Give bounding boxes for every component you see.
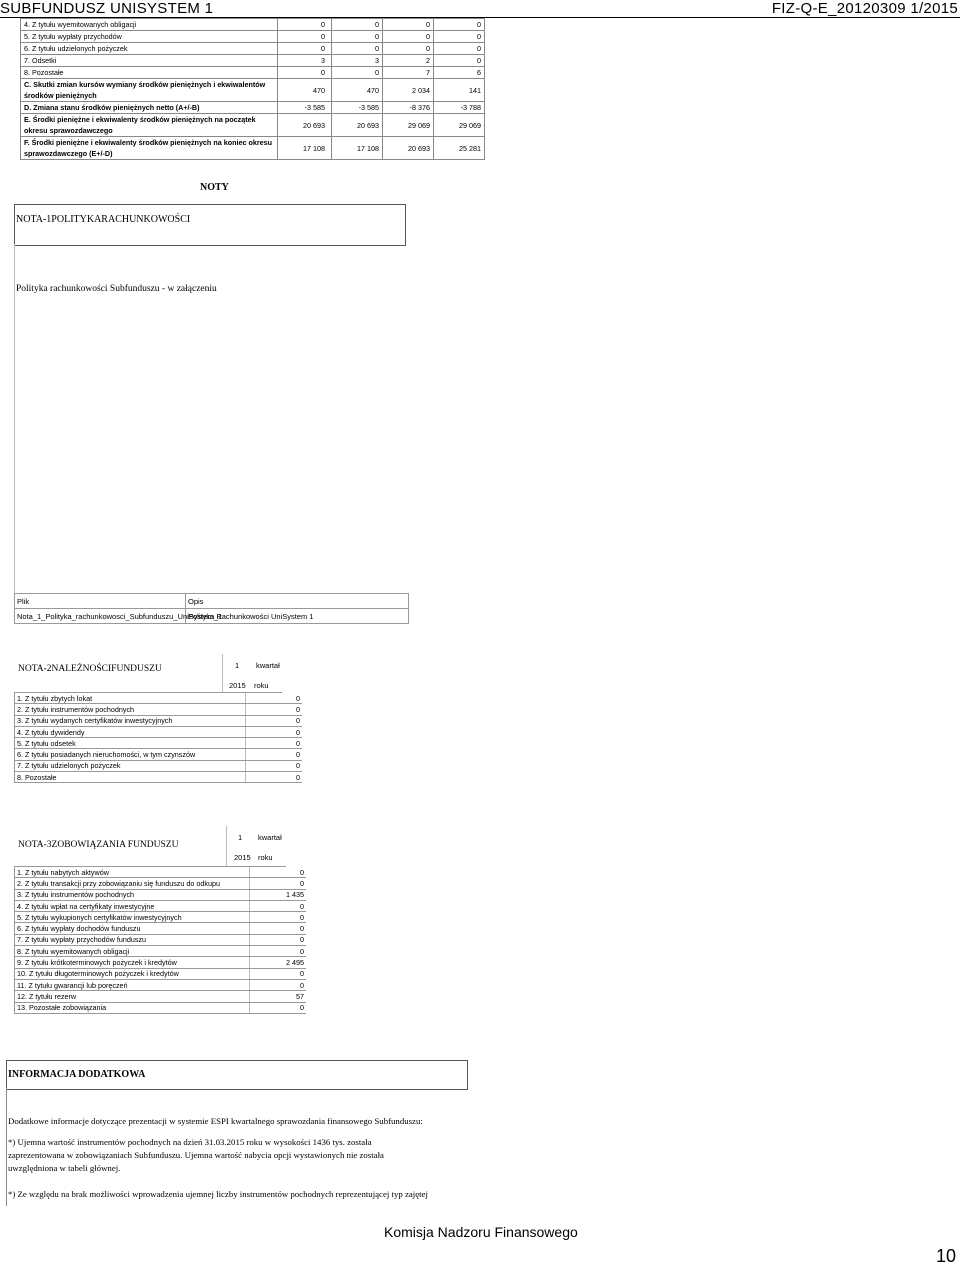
nota3-row bbox=[15, 900, 307, 911]
nota3-row-label: 11. Z tytułu gwarancji lub poręczeń bbox=[15, 979, 250, 990]
nota3-row-label: 12. Z tytułu rezerw bbox=[15, 991, 250, 1002]
cashflow-value: 29 069 bbox=[383, 114, 434, 137]
nota2-row-value: 0 bbox=[246, 693, 303, 704]
nota2-table bbox=[14, 693, 302, 783]
nota3-row-value: 1 435 bbox=[250, 889, 307, 900]
nota2-row-label: 5. Z tytułu odsetek bbox=[15, 738, 246, 749]
nota3-header-divider bbox=[226, 826, 227, 866]
info-title: INFORMACJA DODATKOWA bbox=[8, 1069, 146, 1080]
info-intro: Dodatkowe informacje dotyczące prezentacji w systemie ESPI kwartalnego sprawozdania finansowego Subfunduszu: bbox=[8, 1116, 423, 1126]
cashflow-value: 0 bbox=[278, 31, 332, 43]
cashflow-table bbox=[20, 18, 485, 160]
cashflow-value: 20 693 bbox=[332, 114, 383, 137]
nota2-row-value: 0 bbox=[246, 704, 303, 715]
cashflow-label: 6. Z tytułu udzielonych pożyczek bbox=[21, 43, 278, 55]
nota2-row-value: 0 bbox=[246, 715, 303, 726]
cashflow-value: 17 108 bbox=[332, 137, 383, 160]
nota3-row-value: 2 495 bbox=[250, 957, 307, 968]
nota3-row-label: 2. Z tytułu transakcji przy zobowiązaniu się funduszu do odkupu bbox=[15, 878, 250, 889]
nota3-row-value: 0 bbox=[250, 878, 307, 889]
nota3-row-label: 5. Z tytułu wykupionych certyfikatów inwestycyjnych bbox=[15, 912, 250, 923]
page-number: 10 bbox=[935, 1246, 956, 1266]
nota2-year: 2015 bbox=[229, 681, 246, 690]
cashflow-value: 2 bbox=[383, 55, 434, 67]
info-frame-line bbox=[6, 1088, 7, 1206]
cashflow-label: F. Środki pieniężne i ekwiwalenty środków pieniężnych na koniec okresu sprawozdawczego (E+/-D) bbox=[21, 137, 278, 160]
nota3-title: NOTA-3ZOBOWIĄZANIA FUNDUSZU bbox=[18, 840, 179, 850]
nota1-title: NOTA-1POLITYKARACHUNKOWOŚCI bbox=[16, 214, 191, 225]
cashflow-value: 0 bbox=[434, 19, 485, 31]
info-note1-line2: zaprezentowana w zobowiązaniach Subfunduszu. Ujemna wartość nabycia opcji wystawionych nie została bbox=[8, 1150, 384, 1160]
cashflow-value: 0 bbox=[278, 43, 332, 55]
nota3-row bbox=[15, 991, 307, 1002]
nota2-title: NOTA-2NALEŻNOŚCIFUNDUSZU bbox=[18, 664, 162, 674]
nota2-row bbox=[15, 772, 303, 783]
nota3-row bbox=[15, 934, 307, 945]
cashflow-value: 0 bbox=[383, 19, 434, 31]
nota3-period-num: 1 bbox=[238, 833, 243, 842]
nota3-row bbox=[15, 867, 307, 878]
cashflow-value: 470 bbox=[278, 79, 332, 102]
nota2-row-value: 0 bbox=[246, 772, 303, 783]
cashflow-row bbox=[21, 19, 485, 31]
nota2-row-value: 0 bbox=[246, 738, 303, 749]
notes-heading: NOTY bbox=[200, 182, 229, 193]
cashflow-row bbox=[21, 67, 485, 79]
nota2-period-word: kwartał bbox=[256, 661, 280, 670]
cashflow-value: 29 069 bbox=[434, 114, 485, 137]
nota3-row-value: 0 bbox=[250, 968, 307, 979]
cashflow-value: 3 bbox=[332, 55, 383, 67]
nota3-row bbox=[15, 1002, 307, 1013]
nota2-row-value: 0 bbox=[246, 749, 303, 760]
cashflow-value: 0 bbox=[332, 31, 383, 43]
nota3-row-label: 10. Z tytułu długoterminowych pożyczek i kredytów bbox=[15, 968, 250, 979]
cashflow-value: 0 bbox=[332, 67, 383, 79]
attachment-table bbox=[14, 593, 409, 624]
attachment-file-link[interactable]: Nota_1_Polityka_rachunkowosci_Subfunduszu_UniSystem_1 bbox=[15, 609, 186, 624]
nota3-row-value: 0 bbox=[250, 900, 307, 911]
cashflow-value: -8 376 bbox=[383, 102, 434, 114]
nota3-row-value: 0 bbox=[250, 923, 307, 934]
nota3-row-label: 7. Z tytułu wypłaty przychodów funduszu bbox=[15, 934, 250, 945]
nota2-row bbox=[15, 715, 303, 726]
nota1-title-box bbox=[14, 204, 406, 246]
cashflow-value: 7 bbox=[383, 67, 434, 79]
cashflow-row bbox=[21, 31, 485, 43]
cashflow-value: 25 281 bbox=[434, 137, 485, 160]
cashflow-value: 0 bbox=[383, 43, 434, 55]
nota3-row-value: 0 bbox=[250, 979, 307, 990]
cashflow-value: 470 bbox=[332, 79, 383, 102]
nota3-row bbox=[15, 878, 307, 889]
cashflow-value: 20 693 bbox=[383, 137, 434, 160]
nota2-row-label: 3. Z tytułu wydanych certyfikatów inwestycyjnych bbox=[15, 715, 246, 726]
info-note2-line1: *) Ze względu na brak możliwości wprowadzenia ujemnej liczby instrumentów pochodnych reprezentującej typ zajętej bbox=[8, 1189, 428, 1199]
nota3-row-label: 9. Z tytułu krótkoterminowych pożyczek i kredytów bbox=[15, 957, 250, 968]
nota2-row bbox=[15, 704, 303, 715]
nota2-period-num: 1 bbox=[235, 661, 240, 670]
nota2-row bbox=[15, 693, 303, 704]
attachment-desc-header: Opis bbox=[186, 594, 409, 609]
cashflow-value: 3 bbox=[278, 55, 332, 67]
cashflow-label: D. Zmiana stanu środków pieniężnych netto (A+/-B) bbox=[21, 102, 278, 114]
cashflow-row bbox=[21, 55, 485, 67]
cashflow-value: 0 bbox=[434, 55, 485, 67]
cashflow-row bbox=[21, 79, 485, 102]
nota3-row-label: 13. Pozostałe zobowiązania bbox=[15, 1002, 250, 1013]
cashflow-value: 6 bbox=[434, 67, 485, 79]
nota3-table bbox=[14, 867, 306, 1014]
cashflow-value: -3 788 bbox=[434, 102, 485, 114]
cashflow-value: 0 bbox=[383, 31, 434, 43]
nota2-row-label: 7. Z tytułu udzielonych pożyczek bbox=[15, 760, 246, 771]
nota3-row-label: 8. Z tytułu wyemitowanych obligacji bbox=[15, 946, 250, 957]
nota3-row-label: 4. Z tytułu wpłat na certyfikaty inwestycyjne bbox=[15, 900, 250, 911]
cashflow-value: 0 bbox=[434, 43, 485, 55]
nota3-row bbox=[15, 968, 307, 979]
nota3-row-value: 0 bbox=[250, 946, 307, 957]
header-fund-name: SUBFUNDUSZ UNISYSTEM 1 bbox=[0, 0, 214, 17]
nota2-header-divider bbox=[222, 654, 223, 692]
attachment-file-header: Plik bbox=[15, 594, 186, 609]
nota2-row bbox=[15, 738, 303, 749]
cashflow-label: 7. Odsetki bbox=[21, 55, 278, 67]
cashflow-value: 2 034 bbox=[383, 79, 434, 102]
cashflow-label: E. Środki pieniężne i ekwiwalenty środków pieniężnych na początek okresu sprawozdawczego bbox=[21, 114, 278, 137]
nota3-row-label: 3. Z tytułu instrumentów pochodnych bbox=[15, 889, 250, 900]
cashflow-value: -3 585 bbox=[332, 102, 383, 114]
nota2-row-label: 8. Pozostałe bbox=[15, 772, 246, 783]
nota2-row-value: 0 bbox=[246, 726, 303, 737]
cashflow-value: 17 108 bbox=[278, 137, 332, 160]
cashflow-value: 0 bbox=[332, 19, 383, 31]
cashflow-row bbox=[21, 102, 485, 114]
nota3-row-value: 0 bbox=[250, 912, 307, 923]
nota3-row-value: 0 bbox=[250, 1002, 307, 1013]
nota3-row bbox=[15, 946, 307, 957]
nota2-year-word: roku bbox=[254, 681, 269, 690]
nota2-row-value: 0 bbox=[246, 760, 303, 771]
nota3-row bbox=[15, 979, 307, 990]
nota3-row-label: 1. Z tytułu nabytych aktywów bbox=[15, 867, 250, 878]
cashflow-label: 8. Pozostałe bbox=[21, 67, 278, 79]
nota3-row bbox=[15, 889, 307, 900]
nota2-row-label: 1. Z tytułu zbytych lokat bbox=[15, 693, 246, 704]
nota2-row-label: 6. Z tytułu posiadanych nieruchomości, w tym czynszów bbox=[15, 749, 246, 760]
cashflow-value: 0 bbox=[278, 19, 332, 31]
nota3-row bbox=[15, 957, 307, 968]
nota3-row bbox=[15, 923, 307, 934]
nota3-period-word: kwartał bbox=[258, 833, 282, 842]
nota3-year: 2015 bbox=[234, 853, 251, 862]
cashflow-row bbox=[21, 137, 485, 160]
nota3-row-value: 57 bbox=[250, 991, 307, 1002]
nota3-row-label: 6. Z tytułu wypłaty dochodów funduszu bbox=[15, 923, 250, 934]
footer-org: Komisja Nadzoru Finansowego bbox=[384, 1224, 578, 1240]
cashflow-label: 5. Z tytułu wypłaty przychodów bbox=[21, 31, 278, 43]
nota3-row bbox=[15, 912, 307, 923]
nota1-frame-line bbox=[14, 244, 15, 594]
info-note1-line3: uwzględniona w tabeli głównej. bbox=[8, 1163, 121, 1173]
nota2-row bbox=[15, 760, 303, 771]
info-note1-line1: *) Ujemna wartość instrumentów pochodnych na dzień 31.03.2015 roku w wysokości 1436 tys. została bbox=[8, 1137, 372, 1147]
nota3-year-word: roku bbox=[258, 853, 273, 862]
nota2-row-label: 4. Z tytułu dywidendy bbox=[15, 726, 246, 737]
header-report-code: FIZ-Q-E_20120309 1/2015 bbox=[771, 0, 958, 17]
nota1-text: Polityka rachunkowości Subfunduszu - w załączeniu bbox=[16, 284, 217, 294]
cashflow-row bbox=[21, 114, 485, 137]
cashflow-row bbox=[21, 43, 485, 55]
cashflow-value: 0 bbox=[278, 67, 332, 79]
cashflow-value: 0 bbox=[332, 43, 383, 55]
cashflow-value: 0 bbox=[434, 31, 485, 43]
nota2-row bbox=[15, 749, 303, 760]
nota2-row-label: 2. Z tytułu instrumentów pochodnych bbox=[15, 704, 246, 715]
cashflow-label: C. Skutki zmian kursów wymiany środków pieniężnych i ekwiwalentów środków pieniężnych bbox=[21, 79, 278, 102]
cashflow-value: 20 693 bbox=[278, 114, 332, 137]
nota2-row bbox=[15, 726, 303, 737]
cashflow-value: 141 bbox=[434, 79, 485, 102]
cashflow-value: -3 585 bbox=[278, 102, 332, 114]
cashflow-label: 4. Z tytułu wyemitowanych obligacji bbox=[21, 19, 278, 31]
attachment-desc: Polityka Rachunkowości UniSystem 1 bbox=[186, 609, 409, 624]
nota3-row-value: 0 bbox=[250, 934, 307, 945]
nota3-row-value: 0 bbox=[250, 867, 307, 878]
